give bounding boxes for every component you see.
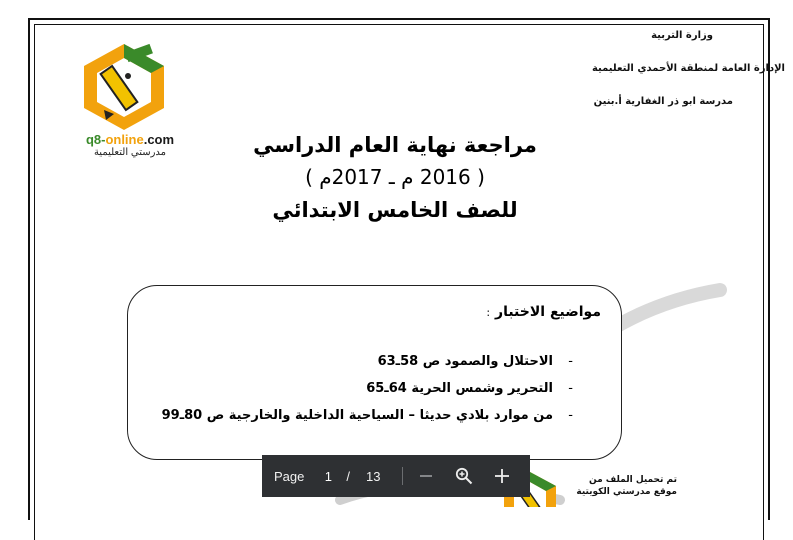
logo-site-part1: q8-	[85, 132, 106, 147]
pdf-toolbar	[262, 455, 530, 497]
list-item	[162, 348, 573, 375]
topics-heading	[486, 304, 601, 320]
bullet-dash: -	[568, 354, 573, 369]
page-number-input[interactable]	[316, 469, 340, 484]
exam-topics-box	[127, 285, 622, 460]
topics-list	[162, 348, 573, 429]
topics-heading-colon: :	[486, 306, 491, 319]
title-years: ( 2016 م ـ 2017م )	[305, 165, 485, 189]
ministry-line: وزارة التربية	[651, 30, 713, 41]
logo-eye	[125, 73, 131, 79]
zoom-out-button[interactable]	[413, 463, 439, 489]
logo-site-part3: .com	[143, 132, 175, 147]
logo-site-name	[60, 133, 200, 147]
school-logo	[76, 40, 172, 132]
total-pages: 13	[366, 468, 381, 484]
zoom-in-button[interactable]	[451, 463, 477, 489]
topic-text: من موارد بلادي حديثا – السياحية الداخلية والخارجية ص 80ـ99	[161, 408, 553, 423]
minus-icon	[419, 469, 433, 483]
topic-text: الاحتلال والصمود ص 58ـ63	[377, 354, 553, 369]
logo-tagline: مدرستي التعليمية	[93, 147, 167, 158]
toolbar-divider	[402, 467, 403, 485]
title-review: مراجعة نهاية العام الدراسي	[253, 133, 537, 157]
title-grade: للصف الخامس الابتدائي	[272, 198, 518, 222]
bullet-dash: -	[568, 408, 573, 423]
school-line: مدرسة ابو ذر الغفارية أ.بنين	[593, 96, 733, 107]
page-label: Page	[274, 468, 305, 484]
logo-site-part2: online	[105, 132, 144, 147]
list-item	[162, 402, 573, 429]
plus-icon	[494, 468, 510, 484]
logo-caption	[60, 133, 200, 159]
topic-text: التحرير وشمس الحرية 64ـ65	[366, 381, 553, 396]
page-separator: /	[346, 468, 350, 484]
download-note-line1: تم تحميل الملف من	[588, 475, 677, 485]
bullet-dash: -	[568, 381, 573, 396]
school-header	[525, 20, 785, 107]
list-item	[162, 375, 573, 402]
add-button[interactable]	[489, 463, 515, 489]
document-titles	[240, 130, 550, 226]
download-note-line2: موقع مدرستي الكويتية	[576, 487, 677, 497]
download-note	[567, 474, 677, 498]
topics-heading-text: مواضيع الاختبار	[495, 304, 601, 320]
directorate-line: الإدارة العامة لمنطقة الأحمدي التعليمية	[591, 63, 785, 74]
magnifier-plus-icon	[455, 467, 473, 485]
